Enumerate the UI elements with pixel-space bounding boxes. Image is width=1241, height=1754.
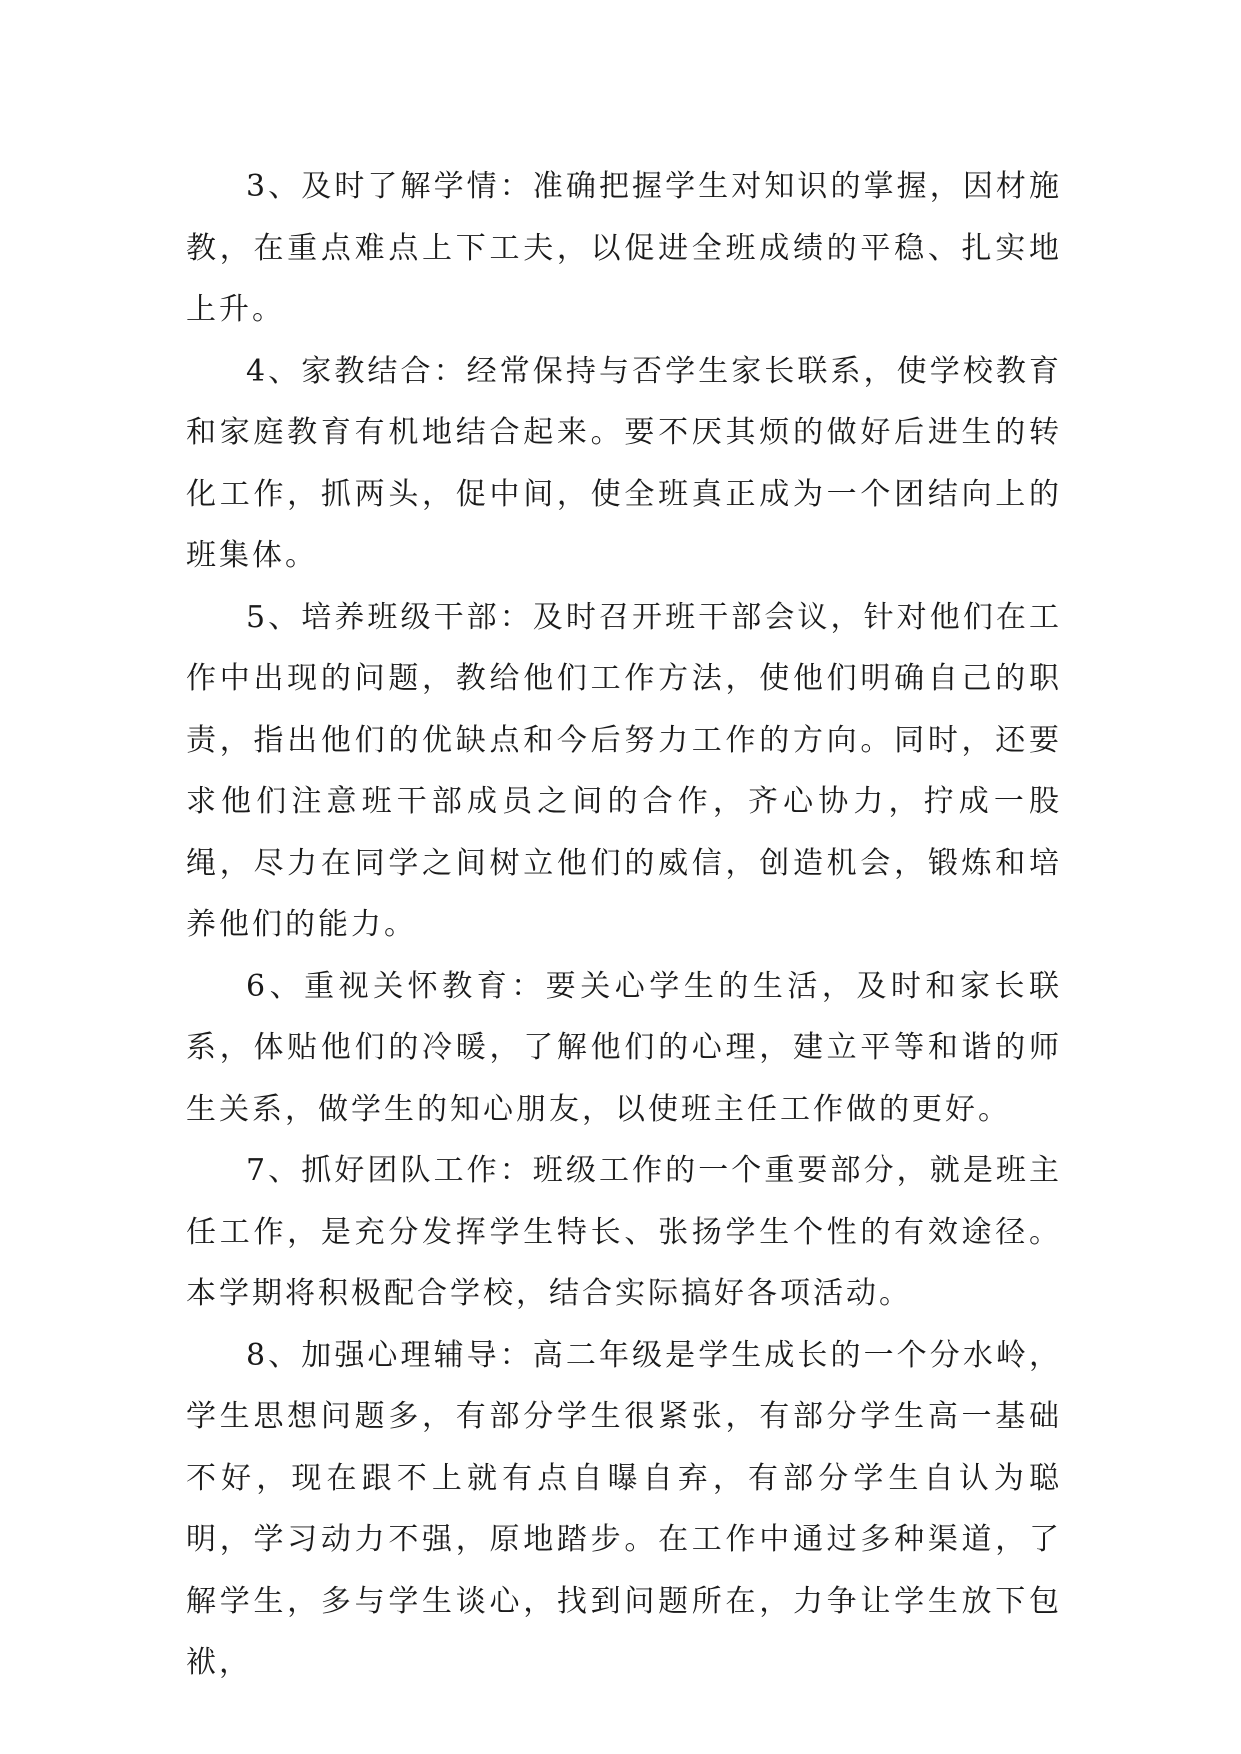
paragraph-item-4: 4、家教结合：经常保持与否学生家长联系，使学校教育和家庭教育有机地结合起来。要不厌其烦的做好后进生的转化工作，抓两头，促中间，使全班真正成为一个团结向上的班集体。 — [186, 353, 1062, 573]
paragraph-item-3: 3、及时了解学情：准确把握学生对知识的掌握，因材施教，在重点难点上下工夫，以促进全班成绩的平稳、扎实地上升。 — [186, 169, 1062, 327]
paragraph-item-5: 5、培养班级干部：及时召开班干部会议，针对他们在工作中出现的问题，教给他们工作方法，使他们明确自己的职责，指出他们的优缺点和今后努力工作的方向。同时，还要求他们注意班干部成员之间的合作，齐心协力，拧成一股绳，尽力在同学之间树立他们的威信，创造机会，锻炼和培养他们的能力。 — [186, 599, 1062, 942]
paragraph-item-6: 6、重视关怀教育：要关心学生的生活，及时和家长联系，体贴他们的冷暖，了解他们的心理，建立平等和谐的师生关系，做学生的知心朋友，以使班主任工作做的更好。 — [186, 968, 1062, 1127]
paragraph-item-7: 7、抓好团队工作：班级工作的一个重要部分，就是班主任工作，是充分发挥学生特长、张扬学生个性的有效途径。本学期将积极配合学校，结合实际搞好各项活动。 — [186, 1153, 1062, 1311]
paragraph-item-8: 8、加强心理辅导：高二年级是学生成长的一个分水岭，学生思想问题多，有部分学生很紧张，有部分学生高一基础不好，现在跟不上就有点自曝自弃，有部分学生自认为聪明，学习动力不强，原地踏步。在工作中通过多种渠道，了解学生，多与学生谈心，找到问题所在，力争让学生放下包袱， — [186, 1337, 1062, 1680]
document-body — [186, 156, 1062, 1694]
